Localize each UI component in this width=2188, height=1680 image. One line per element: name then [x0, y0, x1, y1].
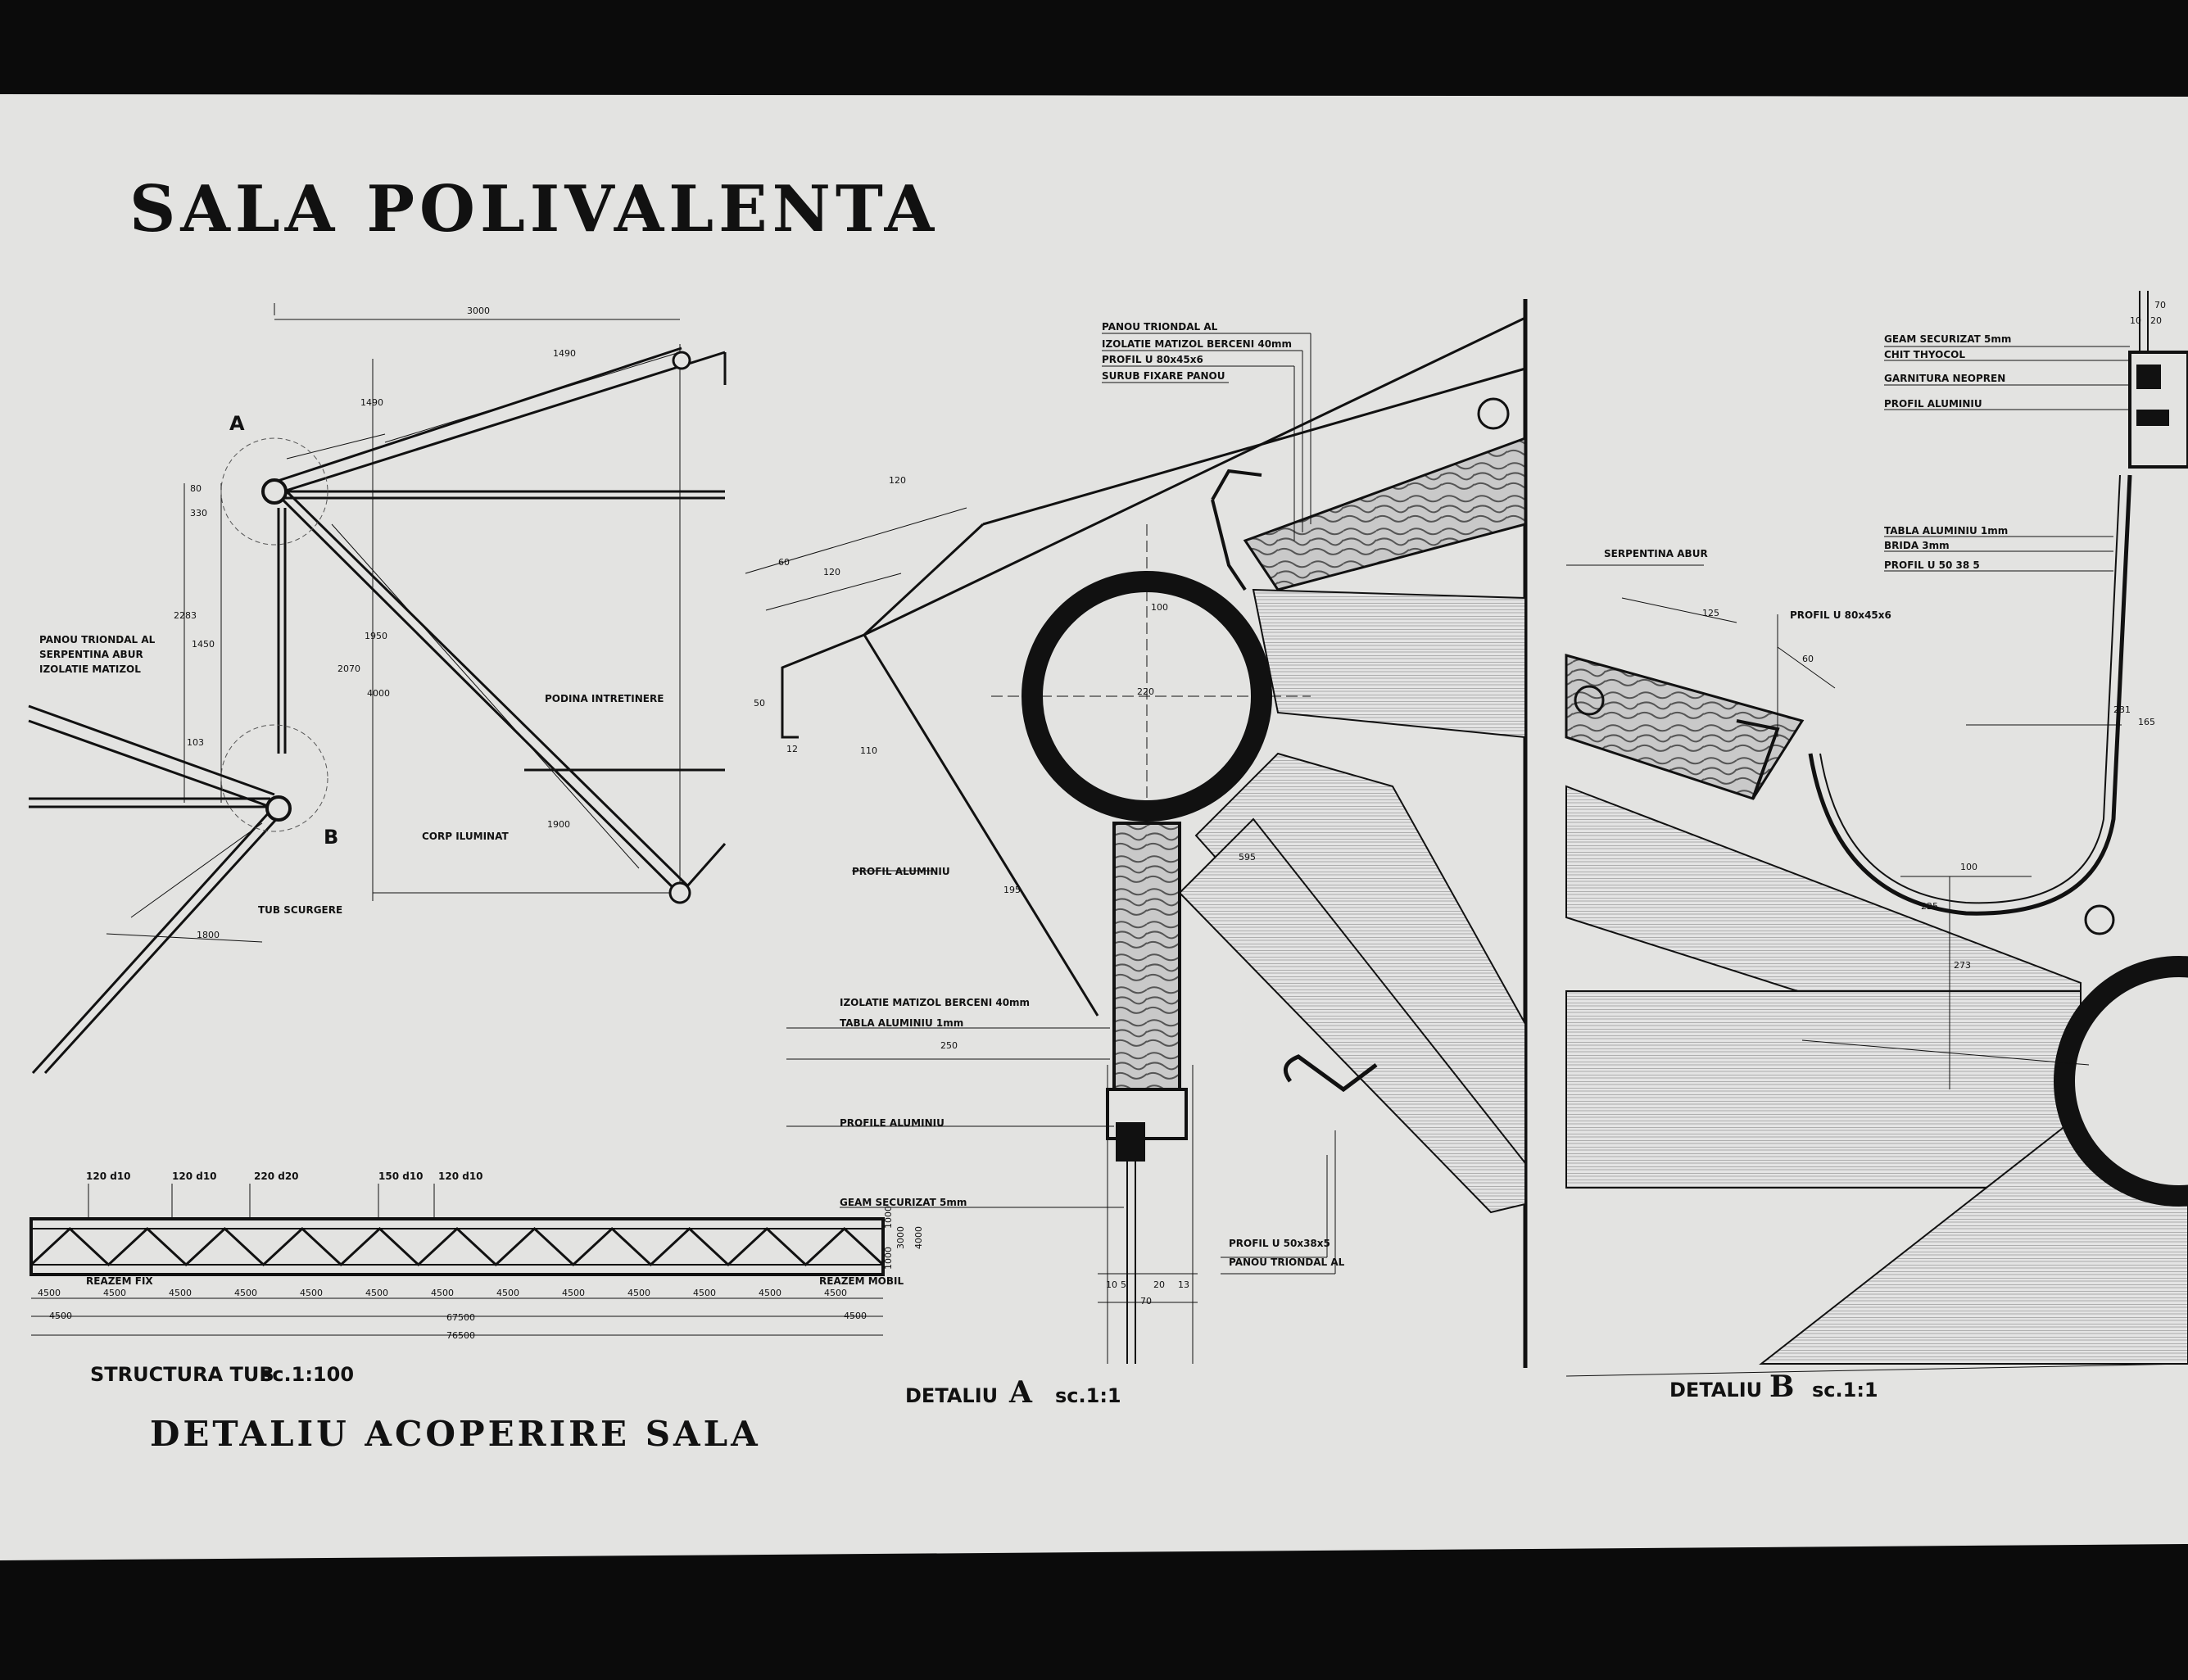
dim: 125: [1702, 608, 1719, 618]
bay-dimension: 4500: [759, 1288, 781, 1298]
b-label-brida: BRIDA 3mm: [1884, 540, 1950, 551]
bay-dimension: 4500: [103, 1288, 126, 1298]
dim: 60: [1802, 654, 1814, 664]
total-outer-dim: 76500: [446, 1330, 475, 1341]
bay-dimension: 4500: [169, 1288, 192, 1298]
height-dim: 4000: [913, 1226, 924, 1249]
dim: 4000: [367, 688, 390, 699]
dim: 2070: [337, 663, 360, 674]
dim: 1450: [192, 639, 215, 650]
bay-dimension: 4500: [627, 1288, 650, 1298]
b-label-profil-u: PROFIL U 80x45x6: [1790, 609, 1891, 621]
b-label-chit: CHIT THYOCOL: [1884, 349, 1966, 360]
label-izolatie-top: IZOLATIE MATIZOL BERCENI 40mm: [1102, 338, 1293, 350]
b-label-profil-u2: PROFIL U 50 38 5: [1884, 559, 1980, 571]
dim: 10: [2130, 315, 2141, 326]
bay-dimension: 4500: [300, 1288, 323, 1298]
dim: 220: [1137, 686, 1154, 697]
label-izolatie-bot: IZOLATIE MATIZOL BERCENI 40mm: [840, 997, 1031, 1008]
dim: 225: [1921, 901, 1938, 912]
bay-dimension: 4500: [562, 1288, 585, 1298]
label-serpentina: SERPENTINA ABUR: [39, 649, 143, 660]
label-corp: CORP ILUMINAT: [422, 831, 509, 842]
bay-dimension: 4500: [496, 1288, 519, 1298]
label-izolatie: IZOLATIE MATIZOL: [39, 663, 141, 675]
dim: 70: [2154, 300, 2166, 310]
dim: 330: [190, 508, 207, 518]
structure-scale: sc.1:100: [260, 1363, 355, 1386]
dim: 100: [1151, 602, 1168, 613]
detail-a-caption: DETALIU: [905, 1384, 999, 1407]
label-tub: TUB SCURGERE: [258, 904, 343, 916]
dim: 50: [754, 698, 765, 709]
dim: 1490: [360, 397, 383, 408]
detail-b-caption: DETALIU: [1669, 1379, 1763, 1402]
support-mobile: REAZEM MOBIL: [819, 1275, 904, 1287]
label-tabla: TABLA ALUMINIU 1mm: [840, 1017, 964, 1029]
detail-a-scale: sc.1:1: [1055, 1384, 1121, 1407]
total-inner-dim: 67500: [446, 1312, 475, 1323]
pipe-label: 220 d20: [254, 1171, 299, 1182]
label-geam: GEAM SECURIZAT 5mm: [840, 1197, 967, 1208]
dim: 60: [778, 557, 790, 568]
dim: 103: [187, 737, 204, 748]
height-dim: 3000: [895, 1226, 906, 1249]
dim: 231: [2113, 704, 2131, 715]
marker-b: B: [324, 826, 339, 849]
height-dim: 1000: [883, 1206, 894, 1229]
dim: 1490: [553, 348, 576, 359]
dim: 1800: [197, 930, 220, 940]
dim: 20: [2150, 315, 2162, 326]
detail-b-scale: sc.1:1: [1812, 1379, 1878, 1402]
detail-b-letter: B: [1769, 1370, 1795, 1404]
dim: 110: [860, 745, 877, 756]
label-profile-aluminiu: PROFILE ALUMINIU: [840, 1117, 945, 1129]
bay-dimension: 4500: [693, 1288, 716, 1298]
label-profil-aluminiu: PROFIL ALUMINIU: [852, 866, 950, 877]
b-label-serpentina: SERPENTINA ABUR: [1604, 548, 1708, 559]
dim: 5: [1121, 1279, 1126, 1290]
sheet-title: SALA POLIVALENTA: [129, 172, 940, 247]
dim: 120: [823, 567, 840, 577]
dim: 1950: [365, 631, 387, 641]
detail-a-letter: A: [1009, 1375, 1032, 1410]
dim: 120: [889, 475, 906, 486]
bay-dimension: 4500: [38, 1288, 61, 1298]
dim: 1900: [547, 819, 570, 830]
dim: 165: [2138, 717, 2155, 727]
b-node-ring: [2064, 967, 2188, 1196]
height-dim: 1000: [883, 1247, 894, 1270]
b-label-profil-al: PROFIL ALUMINIU: [1884, 398, 1982, 410]
marker-a: A: [229, 412, 245, 435]
dim: 20: [1153, 1279, 1165, 1290]
label-panou: PANOU TRIONDAL AL: [39, 634, 156, 645]
end-dim: 4500: [49, 1311, 72, 1321]
structure-caption: STRUCTURA TUB: [90, 1363, 274, 1386]
bay-dimension: 4500: [431, 1288, 454, 1298]
pipe-label: 150 d10: [378, 1171, 424, 1182]
label-podina: PODINA INTRETINERE: [545, 693, 664, 704]
mullion-insulation: [1114, 823, 1180, 1089]
dim: 100: [1960, 862, 1977, 872]
dim: 13: [1178, 1279, 1189, 1290]
dim: 195: [1003, 885, 1021, 895]
label-surub: SURUB FIXARE PANOU: [1102, 370, 1225, 382]
dim: 10: [1106, 1279, 1117, 1290]
dim: 70: [1140, 1296, 1152, 1306]
label-panou2: PANOU TRIONDAL AL: [1229, 1257, 1345, 1268]
b-label-tabla: TABLA ALUMINIU 1mm: [1884, 525, 2009, 537]
dim: 273: [1954, 960, 1971, 971]
dim: 12: [786, 744, 798, 754]
pipe-label: 120 d10: [438, 1171, 483, 1182]
dim: 80: [190, 483, 202, 494]
dim: 2283: [174, 610, 197, 621]
bay-dimension: 4500: [365, 1288, 388, 1298]
b-label-geam: GEAM SECURIZAT 5mm: [1884, 333, 2012, 345]
sheet-subtitle: DETALIU ACOPERIRE SALA: [150, 1414, 761, 1454]
label-profil-u: PROFIL U 80x45x6: [1102, 354, 1203, 365]
dim: 250: [940, 1040, 958, 1051]
bay-dimension: 4500: [824, 1288, 847, 1298]
dim: 595: [1239, 852, 1256, 863]
pipe-label: 120 d10: [86, 1171, 131, 1182]
b-label-garnitura: GARNITURA NEOPREN: [1884, 373, 2006, 384]
support-fixed: REAZEM FIX: [86, 1275, 153, 1287]
pipe-label: 120 d10: [172, 1171, 217, 1182]
dim: 3000: [467, 306, 490, 316]
label-profil-u2: PROFIL U 50x38x5: [1229, 1238, 1330, 1249]
end-dim: 4500: [844, 1311, 867, 1321]
label-panou: PANOU TRIONDAL AL: [1102, 321, 1218, 333]
b-chord-lower: [1566, 991, 2081, 1188]
bay-dimension: 4500: [234, 1288, 257, 1298]
